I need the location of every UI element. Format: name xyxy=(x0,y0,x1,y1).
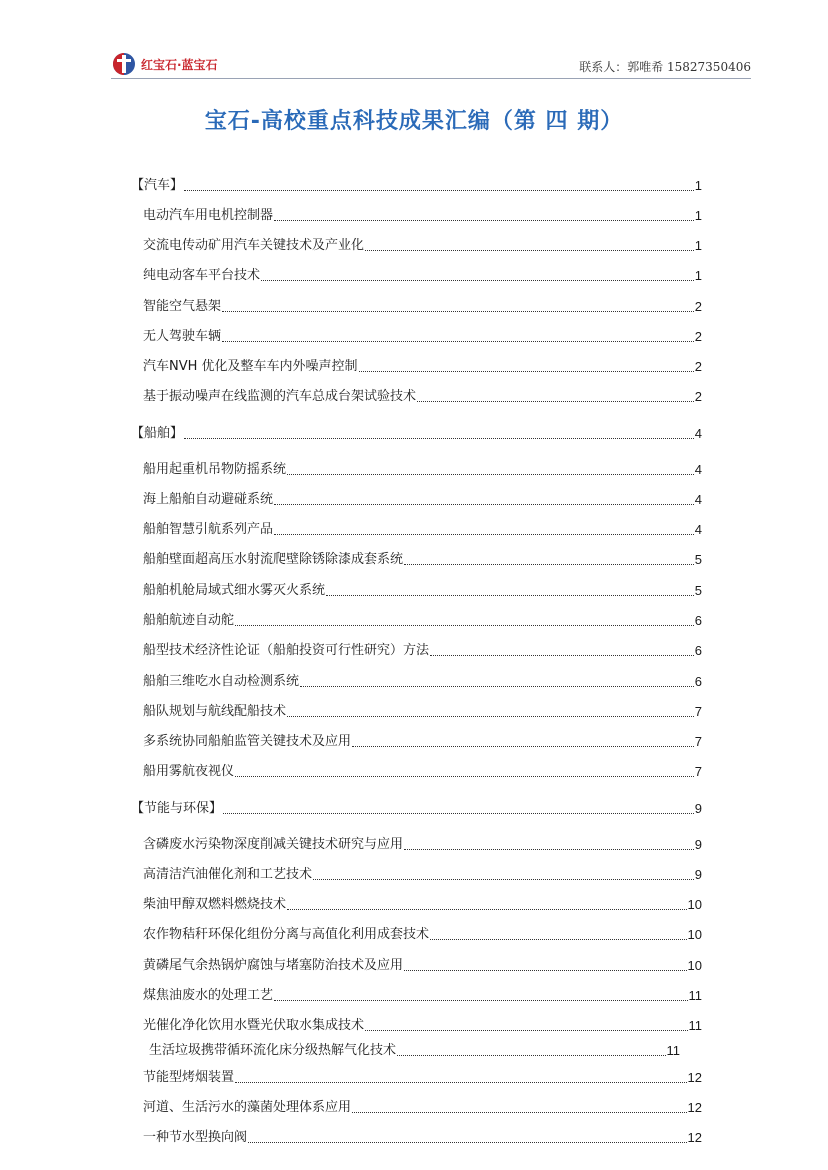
toc-dot-leader xyxy=(274,534,694,535)
toc-item[interactable] xyxy=(143,582,702,600)
toc-dot-leader xyxy=(184,190,694,191)
toc-page-number: 7 xyxy=(694,734,702,749)
toc-item[interactable] xyxy=(143,491,702,509)
toc-entry-label: 含磷废水污染物深度削减关键技术研究与应用 xyxy=(143,837,404,852)
toc-page-number: 10 xyxy=(687,927,702,942)
toc-entry-label: 汽车NVH 优化及整车车内外噪声控制 xyxy=(143,359,358,374)
toc-item[interactable] xyxy=(143,642,702,660)
toc-page-number: 2 xyxy=(694,299,702,314)
toc-section[interactable] xyxy=(131,177,702,195)
toc-entry-label: 船舶三维吃水自动检测系统 xyxy=(143,674,300,689)
toc-page-number: 5 xyxy=(694,583,702,598)
toc-item[interactable] xyxy=(143,703,702,721)
toc-dot-leader xyxy=(235,625,694,626)
toc-dot-leader xyxy=(222,341,694,342)
toc-dot-leader xyxy=(287,474,694,475)
toc-dot-leader xyxy=(248,1142,687,1143)
toc-page-number: 9 xyxy=(694,837,702,852)
toc-item[interactable] xyxy=(143,673,702,691)
toc-item[interactable] xyxy=(143,1017,702,1035)
toc-dot-leader xyxy=(287,716,694,717)
toc-page-number: 2 xyxy=(694,329,702,344)
toc-entry-label: 纯电动客车平台技术 xyxy=(143,268,261,283)
toc-page-number: 11 xyxy=(688,1018,702,1033)
toc-page-number: 6 xyxy=(694,674,702,689)
toc-item[interactable] xyxy=(143,267,702,285)
toc-item[interactable] xyxy=(143,1069,702,1087)
toc-item[interactable] xyxy=(143,763,702,781)
toc-item[interactable] xyxy=(143,551,702,569)
toc-item[interactable] xyxy=(143,733,702,751)
toc-item[interactable] xyxy=(143,957,702,975)
toc-page-number: 4 xyxy=(694,426,702,441)
toc-section[interactable] xyxy=(131,800,702,818)
toc-dot-leader xyxy=(397,1055,665,1056)
toc-dot-leader xyxy=(223,813,694,814)
toc-entry-label: 【汽车】 xyxy=(131,178,184,193)
toc-page-number: 5 xyxy=(694,552,702,567)
toc-dot-leader xyxy=(404,564,694,565)
toc-page-number: 2 xyxy=(694,389,702,404)
toc-entry-label: 交流电传动矿用汽车关键技术及产业化 xyxy=(143,238,365,253)
toc-page-number: 1 xyxy=(694,208,702,223)
toc-item[interactable] xyxy=(143,521,702,539)
toc-item[interactable] xyxy=(143,328,702,346)
toc-entry-label: 生活垃圾携带循环流化床分级热解气化技术 xyxy=(149,1043,397,1058)
toc-page-number: 12 xyxy=(687,1130,702,1145)
toc-dot-leader xyxy=(404,970,687,971)
toc-entry-label: 【船舶】 xyxy=(131,426,184,441)
toc-item[interactable] xyxy=(143,926,702,944)
toc-entry-label: 农作物秸秆环保化组份分离与高值化利用成套技术 xyxy=(143,927,430,942)
toc-page-number: 11 xyxy=(688,988,702,1003)
toc-item[interactable] xyxy=(143,866,702,884)
toc-item[interactable] xyxy=(149,1042,680,1060)
toc-entry-label: 海上船舶自动避碰系统 xyxy=(143,492,274,507)
toc-dot-leader xyxy=(359,371,694,372)
toc-entry-label: 船用雾航夜视仪 xyxy=(143,764,235,779)
toc-item[interactable] xyxy=(143,987,702,1005)
toc-entry-label: 一种节水型换向阀 xyxy=(143,1130,248,1145)
toc-item[interactable] xyxy=(143,612,702,630)
toc-page-number: 12 xyxy=(687,1070,702,1085)
toc-item[interactable] xyxy=(143,1099,702,1117)
toc-page-number: 1 xyxy=(694,178,702,193)
contact-info: 联系人：郭唯希 15827350406 xyxy=(579,60,751,74)
toc-page-number: 4 xyxy=(694,462,702,477)
toc-page-number: 1 xyxy=(694,268,702,283)
toc-entry-label: 柴油甲醇双燃料燃烧技术 xyxy=(143,897,287,912)
toc-dot-leader xyxy=(235,1082,687,1083)
toc-dot-leader xyxy=(274,504,694,505)
toc-dot-leader xyxy=(300,686,694,687)
toc-entry-label: 煤焦油废水的处理工艺 xyxy=(143,988,274,1003)
toc-entry-label: 船型技术经济性论证（船舶投资可行性研究）方法 xyxy=(143,643,430,658)
toc-page-number: 10 xyxy=(687,897,702,912)
toc-page-number: 11 xyxy=(666,1043,680,1058)
toc-dot-leader xyxy=(261,280,694,281)
toc-entry-label: 船舶航迹自动舵 xyxy=(143,613,235,628)
toc-page-number: 1 xyxy=(694,238,702,253)
toc-dot-leader xyxy=(313,879,694,880)
toc-dot-leader xyxy=(222,311,694,312)
toc-entry-label: 船队规划与航线配船技术 xyxy=(143,704,287,719)
logo-text: 红宝石·蓝宝石 xyxy=(141,57,218,72)
toc-entry-label: 船舶壁面超高压水射流爬壁除锈除漆成套系统 xyxy=(143,552,404,567)
toc-section[interactable] xyxy=(131,425,702,443)
toc-entry-label: 高清洁汽油催化剂和工艺技术 xyxy=(143,867,313,882)
toc-dot-leader xyxy=(184,438,694,439)
toc-item[interactable] xyxy=(143,207,702,225)
toc-entry-label: 电动汽车用电机控制器 xyxy=(143,208,274,223)
toc-entry-label: 河道、生活污水的藻菌处理体系应用 xyxy=(143,1100,352,1115)
toc-page-number: 10 xyxy=(687,958,702,973)
toc-item[interactable] xyxy=(143,896,702,914)
toc-page-number: 6 xyxy=(694,613,702,628)
toc-dot-leader xyxy=(274,220,694,221)
toc-item[interactable] xyxy=(143,237,702,255)
toc-page-number: 9 xyxy=(694,801,702,816)
toc-entry-label: 船舶机舱局域式细水雾灭火系统 xyxy=(143,583,326,598)
toc-entry-label: 船舶智慧引航系列产品 xyxy=(143,522,274,537)
toc-dot-leader xyxy=(274,1000,687,1001)
toc-dot-leader xyxy=(352,746,694,747)
toc-dot-leader xyxy=(430,939,687,940)
toc-page-number: 7 xyxy=(694,764,702,779)
toc-entry-label: 基于振动噪声在线监测的汽车总成台架试验技术 xyxy=(143,389,417,404)
toc-dot-leader xyxy=(326,595,694,596)
toc-entry-label: 【节能与环保】 xyxy=(131,801,223,816)
toc-item[interactable] xyxy=(143,1129,702,1147)
toc-item[interactable] xyxy=(143,358,702,376)
toc-entry-label: 光催化净化饮用水暨光伏取水集成技术 xyxy=(143,1018,365,1033)
toc-item[interactable] xyxy=(143,388,702,406)
toc-dot-leader xyxy=(352,1112,687,1113)
toc-dot-leader xyxy=(404,849,694,850)
toc-page-number: 4 xyxy=(694,522,702,537)
toc-page-number: 9 xyxy=(694,867,702,882)
toc-entry-label: 多系统协同船舶监管关键技术及应用 xyxy=(143,734,352,749)
toc-entry-label: 无人驾驶车辆 xyxy=(143,329,222,344)
toc-entry-label: 智能空气悬架 xyxy=(143,299,222,314)
toc-item[interactable] xyxy=(143,298,702,316)
toc-entry-label: 节能型烤烟装置 xyxy=(143,1070,235,1085)
toc-entry-label: 船用起重机吊物防摇系统 xyxy=(143,462,287,477)
toc-page-number: 7 xyxy=(694,704,702,719)
page-title: 宝石-高校重点科技成果汇编（第 四 期） xyxy=(204,109,624,134)
toc-item[interactable] xyxy=(143,836,702,854)
toc-page-number: 4 xyxy=(694,492,702,507)
toc-page-number: 6 xyxy=(694,643,702,658)
toc-page-number: 2 xyxy=(694,359,702,374)
toc-dot-leader xyxy=(430,655,694,656)
toc-page-number: 12 xyxy=(687,1100,702,1115)
toc-dot-leader xyxy=(417,401,694,402)
toc-dot-leader xyxy=(287,909,687,910)
toc-dot-leader xyxy=(365,1030,687,1031)
toc-dot-leader xyxy=(365,250,694,251)
toc-dot-leader xyxy=(235,776,694,777)
toc-item[interactable] xyxy=(143,461,702,479)
toc-entry-label: 黄磷尾气余热锅炉腐蚀与堵塞防治技术及应用 xyxy=(143,958,404,973)
